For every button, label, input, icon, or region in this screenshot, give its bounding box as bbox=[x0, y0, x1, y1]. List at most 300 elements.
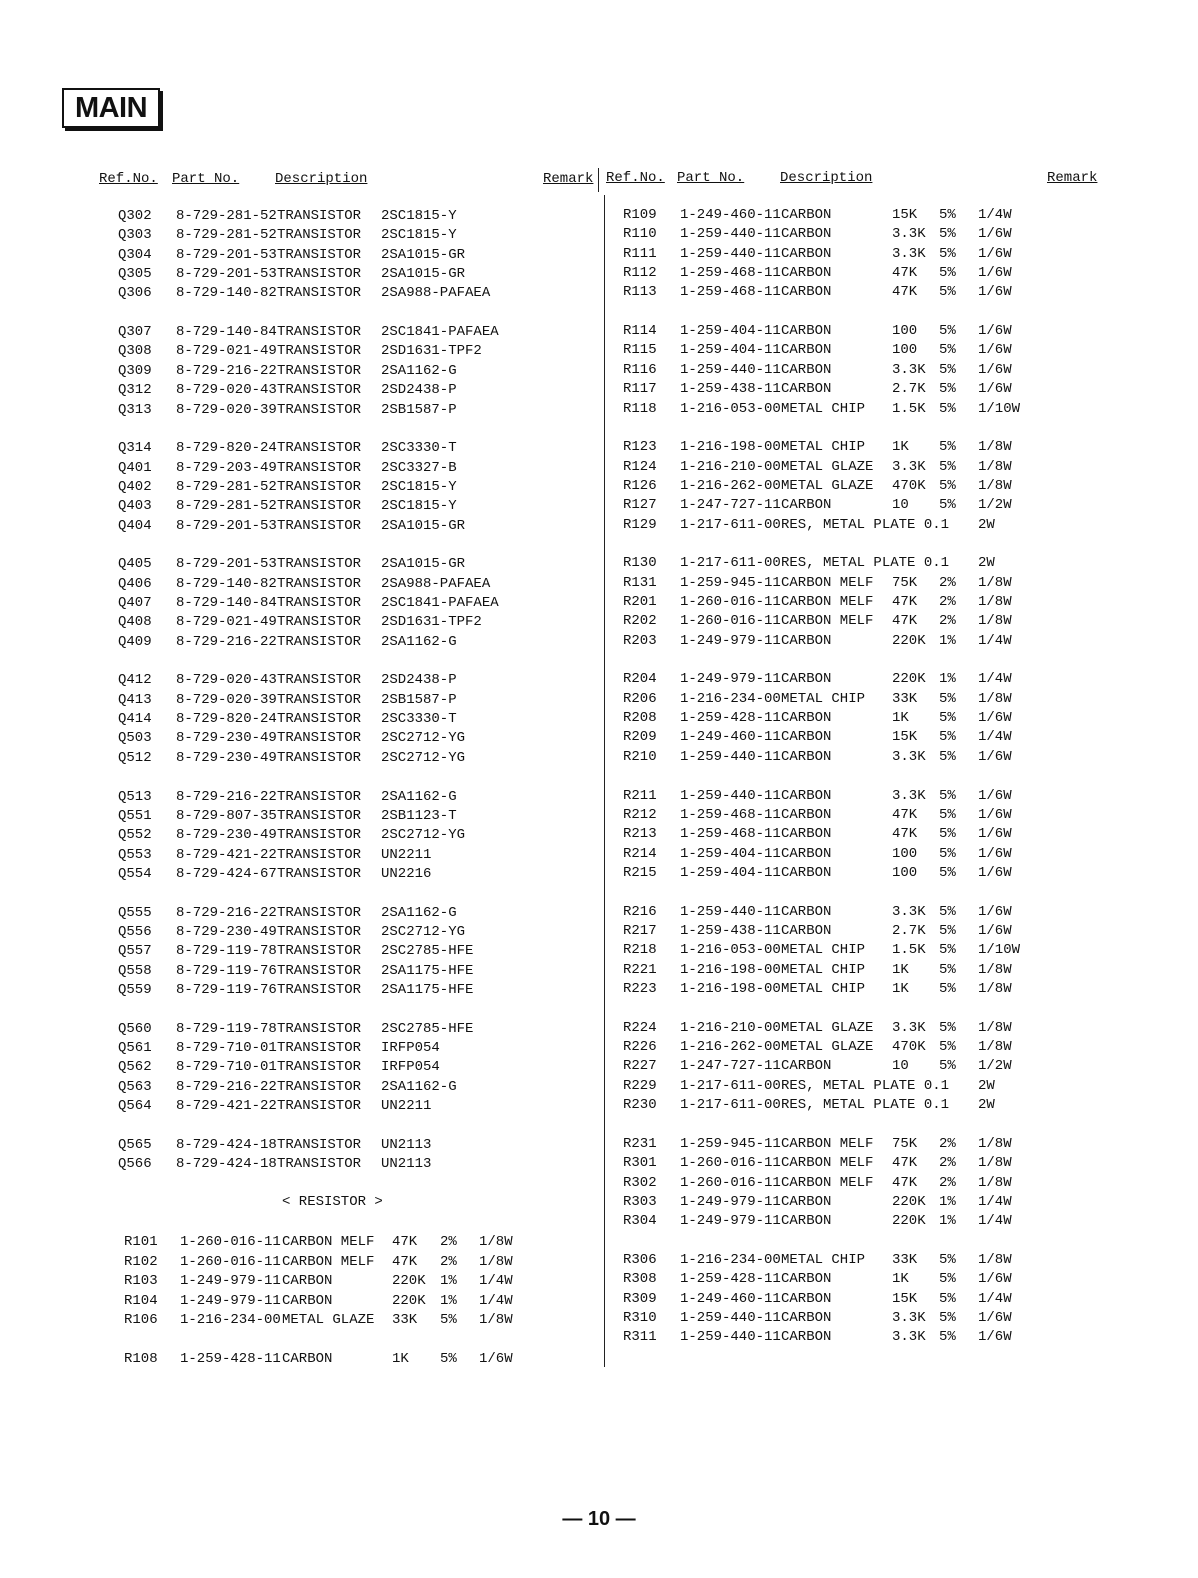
ref-no: Q555 bbox=[118, 904, 152, 921]
wattage: 1/4W bbox=[978, 1193, 1012, 1210]
ref-no: R309 bbox=[623, 1290, 657, 1307]
section-resistor-label: < RESISTOR > bbox=[282, 1194, 383, 1210]
table-row bbox=[0, 283, 1198, 302]
description: TRANSISTOR bbox=[277, 343, 362, 360]
table-row bbox=[0, 787, 1198, 806]
tolerance: 1% bbox=[440, 1292, 457, 1309]
wattage: 1/6W bbox=[978, 226, 1012, 243]
section-title: MAIN bbox=[74, 92, 148, 124]
ref-no: R210 bbox=[623, 748, 657, 765]
type-value: 2SC1815-Y bbox=[381, 208, 457, 224]
tolerance: 5% bbox=[939, 1271, 956, 1288]
ref-no: R104 bbox=[124, 1292, 158, 1309]
type-value: 2SA1162-G bbox=[381, 904, 457, 921]
description: CARBON bbox=[781, 1309, 832, 1326]
tolerance: 5% bbox=[939, 922, 956, 939]
ref-no: R301 bbox=[623, 1155, 657, 1172]
tolerance: 1% bbox=[440, 1273, 457, 1289]
wattage: 1/8W bbox=[479, 1312, 513, 1328]
wattage: 1/2W bbox=[978, 497, 1012, 514]
part-no: 8-729-281-52 bbox=[176, 208, 277, 224]
wattage: 1/6W bbox=[978, 323, 1012, 340]
part-no: 8-729-421-22 bbox=[176, 1098, 277, 1115]
table-row bbox=[0, 1270, 1198, 1289]
type-value: 2SC3330-T bbox=[381, 440, 457, 457]
part-no: 8-729-216-22 bbox=[176, 1078, 277, 1095]
table-row bbox=[0, 438, 1198, 457]
wattage: 1/8W bbox=[978, 1019, 1012, 1036]
resistance: 220K bbox=[892, 632, 926, 649]
type-value: UN2216 bbox=[381, 865, 432, 882]
part-no: 1-249-460-11 bbox=[680, 729, 781, 746]
table-row bbox=[0, 1174, 1198, 1193]
resistance: 3.3K bbox=[892, 245, 926, 262]
table-row bbox=[0, 1154, 1198, 1173]
ref-no: R113 bbox=[623, 284, 657, 301]
wattage: 1/4W bbox=[479, 1273, 513, 1289]
tolerance: 5% bbox=[939, 497, 956, 514]
tolerance: 2% bbox=[939, 613, 956, 630]
resistance: 100 bbox=[892, 845, 918, 862]
part-no: 1-216-234-00 bbox=[180, 1312, 281, 1328]
ref-no: R124 bbox=[623, 458, 657, 475]
wattage: 1/8W bbox=[978, 1155, 1012, 1172]
table-row bbox=[0, 496, 1198, 515]
part-no: 1-259-438-11 bbox=[680, 381, 781, 398]
tolerance: 5% bbox=[939, 265, 956, 282]
tolerance: 5% bbox=[939, 1019, 956, 1036]
part-no: 1-249-979-11 bbox=[680, 671, 781, 688]
wattage: 1/4W bbox=[978, 632, 1012, 649]
resistance: 2.7K bbox=[892, 381, 926, 398]
part-no: 1-259-404-11 bbox=[680, 323, 781, 340]
description: CARBON MELF bbox=[781, 1174, 874, 1191]
tolerance: 5% bbox=[939, 690, 956, 707]
resistance: 470K bbox=[892, 477, 926, 494]
tolerance: 5% bbox=[939, 361, 956, 378]
ref-no: Q306 bbox=[118, 285, 152, 302]
part-no: 8-729-281-52 bbox=[176, 227, 277, 244]
tolerance: 5% bbox=[939, 458, 956, 475]
description: CARBON bbox=[781, 245, 832, 262]
part-no: 1-249-460-11 bbox=[680, 207, 781, 223]
ref-no: Q312 bbox=[118, 382, 152, 399]
type-value: 2SD1631-TPF2 bbox=[381, 614, 482, 631]
type-value: 2SA988-PAFAEA bbox=[381, 575, 491, 592]
wattage: 1/8W bbox=[978, 477, 1012, 494]
ref-no: Q313 bbox=[118, 401, 152, 418]
ref-no: R130 bbox=[623, 555, 657, 572]
ref-no: Q512 bbox=[118, 749, 152, 766]
part-no: 1-259-440-11 bbox=[680, 361, 781, 378]
wattage: 1/8W bbox=[978, 594, 1012, 610]
part-no: 8-729-119-78 bbox=[176, 1020, 277, 1037]
table-row bbox=[0, 1251, 1198, 1270]
resistance: 33K bbox=[392, 1312, 418, 1328]
table-row bbox=[0, 845, 1198, 864]
description: TRANSISTOR bbox=[277, 865, 362, 882]
table-row bbox=[0, 1077, 1198, 1096]
description: TRANSISTOR bbox=[277, 556, 362, 573]
type-value: 2SC1815-Y bbox=[381, 227, 457, 244]
ref-no: R306 bbox=[623, 1251, 657, 1268]
wattage: 1/8W bbox=[978, 981, 1012, 997]
resistance: 3.3K bbox=[892, 226, 926, 243]
part-no: 1-259-440-11 bbox=[680, 748, 781, 765]
wattage: 1/8W bbox=[978, 458, 1012, 475]
description: TRANSISTOR bbox=[277, 614, 362, 631]
description: TRANSISTOR bbox=[277, 807, 362, 824]
wattage: 1/8W bbox=[978, 1174, 1012, 1191]
type-value: 2SB1587-P bbox=[381, 401, 457, 418]
resistance: 3.3K bbox=[892, 361, 926, 378]
description: CARBON bbox=[282, 1351, 333, 1367]
part-no: 1-216-234-00 bbox=[680, 690, 781, 707]
ref-no: Q412 bbox=[118, 672, 152, 689]
type-value: 2SD1631-TPF2 bbox=[381, 343, 482, 360]
part-no: 8-729-021-49 bbox=[176, 343, 277, 360]
description: METAL CHIP bbox=[781, 1251, 866, 1268]
ref-no: R221 bbox=[623, 961, 657, 978]
description: CARBON bbox=[781, 1213, 832, 1230]
tolerance: 5% bbox=[939, 826, 956, 843]
ref-no: R112 bbox=[623, 265, 657, 282]
table-row bbox=[0, 574, 1198, 593]
part-no: 1-217-611-00 bbox=[680, 1097, 781, 1114]
tolerance: 5% bbox=[939, 729, 956, 746]
description: TRANSISTOR bbox=[277, 1059, 362, 1076]
description: RES, METAL PLATE 0.1 bbox=[781, 1077, 950, 1094]
column-divider-header bbox=[598, 168, 599, 192]
description: CARBON bbox=[781, 1058, 832, 1075]
tolerance: 5% bbox=[939, 1251, 956, 1268]
type-value: 2SC1841-PAFAEA bbox=[381, 324, 499, 341]
resistance: 3.3K bbox=[892, 787, 926, 804]
resistance: 1K bbox=[892, 961, 909, 978]
description: CARBON MELF bbox=[781, 1155, 874, 1172]
wattage: 1/8W bbox=[978, 1135, 1012, 1152]
description: TRANSISTOR bbox=[277, 478, 362, 495]
description: CARBON bbox=[781, 671, 832, 688]
ref-no: Q563 bbox=[118, 1078, 152, 1095]
ref-no: Q413 bbox=[118, 691, 152, 708]
wattage: 1/6W bbox=[978, 245, 1012, 262]
part-no: 8-729-421-22 bbox=[176, 846, 277, 863]
ref-no: R102 bbox=[124, 1253, 158, 1270]
ref-no: Q566 bbox=[118, 1156, 152, 1173]
description: CARBON bbox=[781, 922, 832, 939]
resistance: 2.7K bbox=[892, 922, 926, 939]
ref-no: R216 bbox=[623, 903, 657, 920]
part-no: 1-259-428-11 bbox=[680, 1271, 781, 1288]
wattage: 1/4W bbox=[978, 671, 1012, 688]
wattage: 1/6W bbox=[978, 284, 1012, 301]
ref-no: R218 bbox=[623, 942, 657, 959]
part-no: 8-729-140-84 bbox=[176, 324, 277, 341]
description: METAL GLAZE bbox=[781, 477, 874, 494]
table-row bbox=[0, 206, 1198, 225]
part-no: 1-260-016-11 bbox=[180, 1234, 281, 1250]
description: TRANSISTOR bbox=[277, 1136, 362, 1153]
wattage: 1/6W bbox=[978, 748, 1012, 765]
tolerance: 2% bbox=[440, 1253, 457, 1270]
ref-no: R227 bbox=[623, 1058, 657, 1075]
header-ref-no-right: Ref.No. bbox=[606, 170, 665, 186]
resistance: 3.3K bbox=[892, 458, 926, 475]
table-row bbox=[0, 864, 1198, 883]
resistance: 3.3K bbox=[892, 1329, 926, 1346]
description: CARBON bbox=[781, 497, 832, 514]
description: CARBON bbox=[781, 729, 832, 746]
tolerance: 5% bbox=[939, 207, 956, 223]
description: TRANSISTOR bbox=[277, 691, 362, 708]
table-row bbox=[0, 612, 1198, 631]
wattage: 1/8W bbox=[978, 613, 1012, 630]
type-value: 2SC2785-HFE bbox=[381, 943, 474, 960]
description: CARBON MELF bbox=[781, 613, 874, 630]
ref-no: Q402 bbox=[118, 478, 152, 495]
description: CARBON bbox=[781, 342, 832, 359]
ref-no: R101 bbox=[124, 1234, 158, 1250]
description: CARBON bbox=[781, 1271, 832, 1288]
description: TRANSISTOR bbox=[277, 943, 362, 960]
type-value: 2SA1162-G bbox=[381, 362, 457, 379]
ref-no: Q405 bbox=[118, 556, 152, 573]
header-description-left: Description bbox=[275, 171, 368, 187]
ref-no: Q513 bbox=[118, 788, 152, 805]
type-value: 2SC2712-YG bbox=[381, 730, 466, 747]
ref-no: R203 bbox=[623, 632, 657, 649]
type-value: UN2211 bbox=[381, 1098, 432, 1115]
ref-no: Q407 bbox=[118, 595, 152, 611]
part-no: 1-216-053-00 bbox=[680, 942, 781, 959]
ref-no: R209 bbox=[623, 729, 657, 746]
part-no: 8-729-710-01 bbox=[176, 1059, 277, 1076]
part-no: 1-260-016-11 bbox=[680, 1174, 781, 1191]
part-no: 8-729-201-53 bbox=[176, 517, 277, 534]
tolerance: 5% bbox=[939, 845, 956, 862]
ref-no: R109 bbox=[623, 207, 657, 223]
type-value: 2SA1015-GR bbox=[381, 266, 466, 283]
description: TRANSISTOR bbox=[277, 982, 362, 998]
description: METAL GLAZE bbox=[282, 1312, 375, 1328]
tolerance: 2% bbox=[939, 594, 956, 610]
ref-no: R116 bbox=[623, 361, 657, 378]
tolerance: 1% bbox=[939, 1213, 956, 1230]
type-value: 2SD2438-P bbox=[381, 672, 457, 689]
ref-no: R202 bbox=[623, 613, 657, 630]
description: TRANSISTOR bbox=[277, 923, 362, 940]
type-value: IRFP054 bbox=[381, 1059, 440, 1076]
part-no: 1-259-440-11 bbox=[680, 903, 781, 920]
part-no: 8-729-119-78 bbox=[176, 943, 277, 960]
part-no: 1-260-016-11 bbox=[680, 594, 781, 610]
table-row bbox=[0, 1309, 1198, 1328]
description: METAL CHIP bbox=[781, 400, 866, 417]
table-row bbox=[0, 593, 1198, 612]
table-row bbox=[0, 1135, 1198, 1154]
part-no: 1-259-440-11 bbox=[680, 245, 781, 262]
type-value: 2SA1015-GR bbox=[381, 556, 466, 573]
resistance: 1K bbox=[892, 710, 909, 727]
description: CARBON MELF bbox=[781, 594, 874, 610]
description: METAL CHIP bbox=[781, 942, 866, 959]
part-no: 1-259-945-11 bbox=[680, 574, 781, 591]
ref-no: R226 bbox=[623, 1039, 657, 1056]
type-value: 2SA1175-HFE bbox=[381, 982, 474, 998]
tolerance: 5% bbox=[939, 961, 956, 978]
description: TRANSISTOR bbox=[277, 711, 362, 728]
ref-no: Q553 bbox=[118, 846, 152, 863]
part-no: 8-729-201-53 bbox=[176, 246, 277, 263]
wattage: 1/4W bbox=[978, 207, 1012, 223]
ref-no: R115 bbox=[623, 342, 657, 359]
table-row bbox=[0, 690, 1198, 709]
ref-no: Q314 bbox=[118, 440, 152, 457]
wattage: 2W bbox=[978, 516, 995, 533]
ref-no: R110 bbox=[623, 226, 657, 243]
wattage: 1/2W bbox=[978, 1058, 1012, 1075]
description: TRANSISTOR bbox=[277, 285, 362, 302]
part-no: 8-729-820-24 bbox=[176, 440, 277, 457]
wattage: 1/8W bbox=[978, 961, 1012, 978]
type-value: 2SD2438-P bbox=[381, 382, 457, 399]
resistance: 15K bbox=[892, 729, 918, 746]
ref-no: R117 bbox=[623, 381, 657, 398]
wattage: 1/6W bbox=[978, 806, 1012, 823]
description: CARBON bbox=[781, 1290, 832, 1307]
resistance: 1K bbox=[392, 1351, 409, 1367]
part-no: 8-729-424-67 bbox=[176, 865, 277, 882]
table-row bbox=[0, 554, 1198, 573]
resistance: 3.3K bbox=[892, 1019, 926, 1036]
resistance: 47K bbox=[892, 613, 918, 630]
part-no: 1-216-198-00 bbox=[680, 439, 781, 456]
ref-no: R212 bbox=[623, 806, 657, 823]
type-value: 2SC1815-Y bbox=[381, 498, 457, 515]
part-no: 8-729-281-52 bbox=[176, 498, 277, 515]
tolerance: 5% bbox=[939, 748, 956, 765]
description: CARBON bbox=[781, 710, 832, 727]
part-no: 1-249-979-11 bbox=[680, 1213, 781, 1230]
ref-no: R208 bbox=[623, 710, 657, 727]
part-no: 8-729-140-84 bbox=[176, 595, 277, 611]
wattage: 1/6W bbox=[978, 710, 1012, 727]
description: CARBON bbox=[781, 265, 832, 282]
resistance: 220K bbox=[892, 671, 926, 688]
part-no: 8-729-201-53 bbox=[176, 266, 277, 283]
ref-no: R223 bbox=[623, 981, 657, 997]
resistance: 15K bbox=[892, 1290, 918, 1307]
resistance: 3.3K bbox=[892, 1309, 926, 1326]
description: RES, METAL PLATE 0.1 bbox=[781, 516, 950, 533]
description: TRANSISTOR bbox=[277, 1098, 362, 1115]
type-value: 2SA1175-HFE bbox=[381, 962, 474, 979]
part-no: 8-729-140-82 bbox=[176, 575, 277, 592]
description: METAL GLAZE bbox=[781, 1039, 874, 1056]
description: TRANSISTOR bbox=[277, 575, 362, 592]
part-no: 8-729-230-49 bbox=[176, 730, 277, 747]
wattage: 1/4W bbox=[978, 1290, 1012, 1307]
description: CARBON MELF bbox=[781, 1135, 874, 1152]
resistance: 100 bbox=[892, 323, 918, 340]
wattage: 2W bbox=[978, 1077, 995, 1094]
wattage: 1/6W bbox=[978, 381, 1012, 398]
table-row bbox=[0, 1350, 1198, 1369]
description: TRANSISTOR bbox=[277, 227, 362, 244]
ref-no: R131 bbox=[623, 574, 657, 591]
table-row bbox=[0, 1019, 1198, 1038]
resistance: 75K bbox=[892, 574, 918, 591]
tolerance: 5% bbox=[939, 323, 956, 340]
ref-no: Q401 bbox=[118, 459, 152, 476]
table-row bbox=[0, 477, 1198, 496]
part-no: 1-259-468-11 bbox=[680, 826, 781, 843]
wattage: 1/8W bbox=[978, 1039, 1012, 1056]
part-no: 8-729-216-22 bbox=[176, 362, 277, 379]
type-value: 2SA1015-GR bbox=[381, 517, 466, 534]
part-no: 1-249-979-11 bbox=[180, 1292, 281, 1309]
part-no: 1-247-727-11 bbox=[680, 1058, 781, 1075]
ref-no: Q302 bbox=[118, 208, 152, 224]
wattage: 1/8W bbox=[479, 1253, 513, 1270]
type-value: 2SA1162-G bbox=[381, 633, 457, 650]
tolerance: 5% bbox=[440, 1351, 457, 1367]
part-no: 8-729-119-76 bbox=[176, 982, 277, 998]
table-row bbox=[0, 264, 1198, 283]
ref-no: Q409 bbox=[118, 633, 152, 650]
header-description-right: Description bbox=[780, 170, 873, 186]
table-row bbox=[0, 709, 1198, 728]
tolerance: 1% bbox=[939, 1193, 956, 1210]
table-row bbox=[0, 922, 1198, 941]
resistance: 47K bbox=[892, 284, 918, 301]
wattage: 1/6W bbox=[978, 864, 1012, 881]
description: TRANSISTOR bbox=[277, 633, 362, 650]
tolerance: 5% bbox=[939, 226, 956, 243]
resistance: 1K bbox=[892, 439, 909, 456]
tolerance: 5% bbox=[939, 477, 956, 494]
part-no: 1-247-727-11 bbox=[680, 497, 781, 514]
resistance: 10 bbox=[892, 497, 909, 514]
table-row bbox=[0, 322, 1198, 341]
ref-no: R230 bbox=[623, 1097, 657, 1114]
description: CARBON MELF bbox=[282, 1253, 375, 1270]
wattage: 1/6W bbox=[978, 1309, 1012, 1326]
table-row bbox=[0, 903, 1198, 922]
ref-no: R217 bbox=[623, 922, 657, 939]
table-row bbox=[0, 1328, 1198, 1347]
description: CARBON bbox=[781, 361, 832, 378]
ref-no: Q414 bbox=[118, 711, 152, 728]
ref-no: Q552 bbox=[118, 827, 152, 844]
tolerance: 5% bbox=[939, 1309, 956, 1326]
ref-no: Q304 bbox=[118, 246, 152, 263]
ref-no: R206 bbox=[623, 690, 657, 707]
part-no: 8-729-203-49 bbox=[176, 459, 277, 476]
table-row bbox=[0, 225, 1198, 244]
wattage: 1/4W bbox=[978, 729, 1012, 746]
part-no: 8-729-119-76 bbox=[176, 962, 277, 979]
part-no: 1-249-979-11 bbox=[180, 1273, 281, 1289]
description: CARBON bbox=[781, 207, 832, 223]
table-row bbox=[0, 245, 1198, 264]
wattage: 1/10W bbox=[978, 942, 1021, 959]
wattage: 1/6W bbox=[479, 1351, 513, 1367]
ref-no: Q406 bbox=[118, 575, 152, 592]
description: TRANSISTOR bbox=[277, 595, 362, 611]
resistance: 33K bbox=[892, 690, 918, 707]
